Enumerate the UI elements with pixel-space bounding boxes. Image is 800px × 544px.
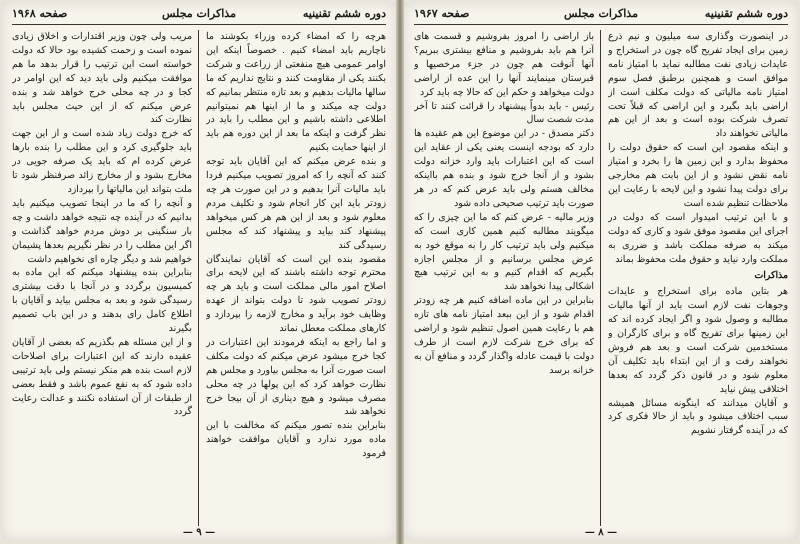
paragraph: و از این مسئله هم بگذریم که بعضی از آقایان عقیده دارند که این اعتبارات برای اصلاحات لازم است بنده هم منکر نیستم ولی باید ترتیبی داده شود که به نفع عموم باشد و فقط بعضی از طبقات از آن استفاده نکنند و عدالت رعایت گردد	[12, 336, 192, 418]
paragraph: و اینکه مقصود این است که حقوق دولت را محفوظ بدارد و این زمین ها را بخرد و امتیاز نامه نقض نشود و از این بابت هم مخارجی برای دولت پیدا نشود و این لایحه با رعایت این ملاحظات تنظیم شده است	[608, 142, 788, 209]
right-column-divider	[600, 30, 601, 526]
paragraph: و اما راجع به اینکه فرمودند این اعتبارات در کجا خرج میشود عرض میکنم که دولت مکلف است صورت آنرا به مجلس بیاورد و مجلس هم نظارت خواهد کرد که این پولها در چه محلی مصرف میشود و هیچ دیناری از آن بیجا خرج نخواهد شد	[206, 336, 386, 418]
left-page-title: مذاکرات مجلس	[162, 7, 236, 20]
paragraph: هر بتاین ماده برای استخراج و عایدات وجوهات نفت لازم است باید از آنها مالیات مطالبه و وصول شود و اگر ایجاد کرده اند که این زمینها برای تفریح گاه و برای کارگران و مستخدمین شرکت است و بعد هم فروش نخواهند رفت و از این ابتداء باید تکلیف آن معلوم شود و در قانون ذکر گردد که بعدها اختلافی پیش نیاید	[608, 286, 788, 395]
paragraph: مقصود بنده این است که آقایان نمایندگان محترم توجه داشته باشند که این لایحه برای اصلاح امور مالی مملکت است و باید هر چه زودتر تصویب شود تا دولت بتواند از عهده وظایف خود برآید و مخارج لازمه را بپردازد و کارهای مملکت معطل نماند	[206, 253, 386, 335]
right-header-rule	[414, 24, 788, 25]
right-page-title: مذاکرات مجلس	[564, 7, 638, 20]
paragraph: و با این ترتیب امیدوار است که دولت در اجرای این مقصود موفق شود و کاری که دولت میکند به صرفه مملکت باشد و ضرری به مملکت وارد نیاید و حقوق ملت محفوظ بماند	[608, 211, 788, 265]
right-page-header	[414, 6, 788, 24]
paragraph: و آقایان میدانند که اینگونه مسائل همیشه سبب اختلاف میشود و باید از حالا فکری کرد که در آینده گرفتار نشویم	[608, 397, 788, 437]
right-page	[404, 2, 798, 540]
right-page-right-column	[608, 30, 788, 526]
left-column-divider	[198, 30, 199, 526]
left-page-right-column	[206, 30, 386, 526]
paragraph: رئیس - باید بدواً پیشنهاد را قرائت کنند تا آخر مدت شصت سال	[414, 100, 594, 126]
left-page-session: دوره ششم تقنینیه	[302, 7, 386, 20]
left-header-rule	[12, 24, 386, 25]
left-page-left-column	[12, 30, 192, 526]
paragraph: بنابراین بنده تصور میکنم که مخالفت با این ماده مورد ندارد و آقایان موافقت خواهند فرمود	[206, 420, 386, 460]
paragraph: باز اراضی را امروز بفروشیم و قسمت های آنرا هم باید بفروشیم و منافع بیشتری ببریم؟ آنها آنوقت هم چون در جزء مرخصیها و قبرستان مینمایند آنها را این عده از اراضی دولت میخواهد و حکم این که حالا چه باید کرد	[414, 31, 594, 98]
right-page-left-column	[414, 30, 594, 526]
left-page-number: صفحه ۱۹۶۸	[12, 7, 68, 20]
book-gutter	[396, 0, 404, 544]
left-page-footer-number: — ۹ —	[182, 527, 216, 538]
right-page-footer-number: — ۸ —	[584, 527, 618, 538]
right-page-number: صفحه ۱۹۶۷	[414, 7, 470, 20]
paragraph: بنابراین بنده پیشنهاد میکنم که این ماده به کمیسیون برگردد و در آنجا با دقت بیشتری رسیدگی شود و بعد به مجلس بیاید و آقایان با اطلاع کامل رای بدهند و در این باب تصمیم بگیرند	[12, 267, 192, 335]
paragraph: و بنده عرض میکنم که این آقایان باید توجه کنند که آنچه را که امروز تصویب میکنیم فردا باید مالیات آنرا بدهیم و در این صورت هر چه زودتر باید این کار انجام شود و تکلیف مردم معلوم شود و بعد از این هم هر کس میخواهد پیشنهاد کند بیاید و پیشنهاد کند که مجلس رسیدگی کند	[206, 156, 386, 251]
paragraph: و آنچه را که ما در اینجا تصویب میکنیم باید بدانیم که در آینده چه نتیجه خواهد داشت و چه بار سنگینی بر دوش مردم خواهد گذاشت و اگر این مطلب را در نظر نگیریم بعدها پشیمان خواهیم شد و دیگر چاره ای نخواهیم داشت	[12, 197, 192, 265]
paragraph: وزیر مالیه - عرض کنم که ما این چیزی را که میگویند مطالبه کنیم همین کاری است که میکنیم ولی باید ترتیب کار را به موقع خود به عرض مجلس برسانیم و از مجلس اجازه بگیریم که اقدام کنیم و به این ترتیب هیچ اشکالی پیدا نخواهد شد	[414, 211, 594, 293]
paragraph: در اینصورت وگذاری سه میلیون و نیم ذرع زمین برای ایجاد تفریح گاه چون در استخراج و عایدات زیادی نفت مطالبه نماید با امتیاز نامه موافق است و همچنین برطبق فصل سوم امتیاز نامه مالیاتی که دولت مکلف است از اراضی باید بگیرد و این اراضی که قبلاً تحت تصرف شرکت بوده است و بعد از این هم مالیاتی نخواهند داد	[608, 31, 788, 140]
paragraph: که خرج دولت زیاد شده است و از این جهت باید جلوگیری کرد و این مطلب را بنده بارها عرض کرده ام که باید یک صرفه جویی در مخارج بشود و از مخارج زائد صرفنظر شود تا ملت بتواند این مالیاتها را بپردازد	[12, 128, 192, 195]
paragraph: دکتر مصدق - در این موضوع این هم عقیده ها دارد که بودجه اینست یعنی یکی از عقاید این است که این اعتبارات باید وارد خزانه دولت بشود و از آنجا خرج شود و بنده هم بااینکه مخالف هستم ولی باید عرض کنم که در هر صورت باید ترتیب صحیحی داده شود	[414, 128, 594, 209]
left-page	[2, 2, 396, 540]
section-heading: مذاکرات	[754, 270, 788, 282]
paragraph: بنابراین در این ماده اضافه کنیم هر چه زودتر اقدام شود و از این ببعد امتیاز نامه های تازه هم با رعایت همین اصول تنظیم شود و اراضی که برای خرج شرکت لازم است از طرف دولت با قیمت عادله واگذار گردد و منافع آن به خزانه برسد	[414, 295, 594, 376]
paragraph: مریب ولی چون وزیر اقتدارات و اخلاق زیادی نموده است و زحمت کشیده بود حالا که دولت خواسته است این ترتیب را قرار بدهد ما هم موافقت میکنیم ولی باید دید که این اوامر در کجا و در چه محلی خرج خواهد شد و بنده عرض میکنم که از این حیث مجلس باید نظارت کند	[12, 31, 192, 126]
right-page-session: دوره ششم تقنینیه	[704, 7, 788, 20]
paragraph: هرچه را که امضاء کرده وزراء بکوشند ما ناچاریم باید امضاء کنیم . خصوصاً اینکه این اوامر عمومی هیچ منفعتی از زراعت و شرکت بکنند یکی از مقاومت کنند و نتایج نداریم که ما سالها مالیات بدهیم و بعد تازه منتظر بمانیم که دولت چه میکند و ما از اینها هم نمیتوانیم اطلاعی داشته باشیم و این مطلب را باید در نظر گرفت و اینکه ما بعد از این دوره هم باید از اینها حمایت بکنیم	[206, 31, 386, 154]
left-page-header	[12, 6, 386, 24]
